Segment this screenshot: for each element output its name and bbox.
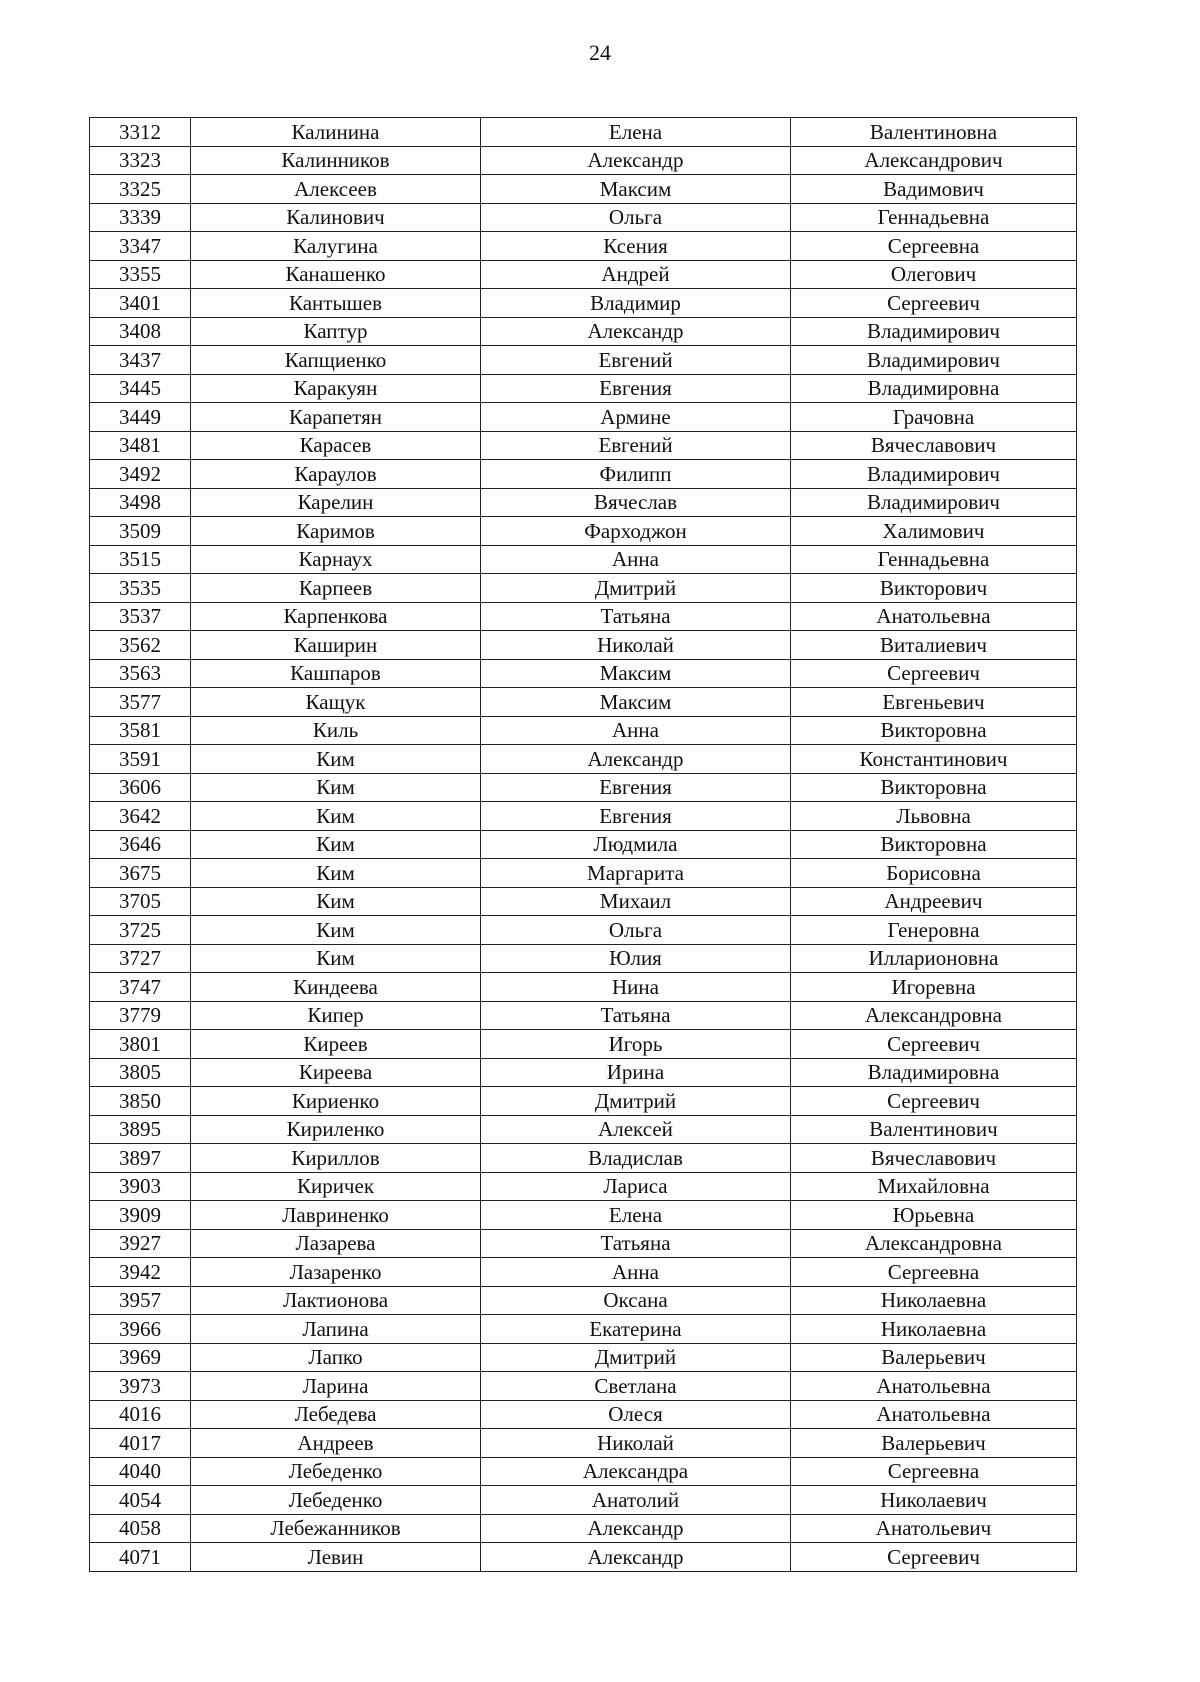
last-name-cell: Киль <box>191 716 481 745</box>
entry-number-cell: 3535 <box>90 574 191 603</box>
entry-number-cell: 3747 <box>90 973 191 1002</box>
first-name-cell: Николай <box>481 1429 791 1458</box>
last-name-cell: Ким <box>191 830 481 859</box>
entry-number-cell: 3562 <box>90 631 191 660</box>
last-name-cell: Кириленко <box>191 1115 481 1144</box>
patronymic-cell: Сергеевич <box>791 659 1077 688</box>
patronymic-cell: Николаевна <box>791 1286 1077 1315</box>
table-row <box>90 1543 1077 1572</box>
first-name-cell: Александра <box>481 1457 791 1486</box>
patronymic-cell: Владимирович <box>791 346 1077 375</box>
first-name-cell: Евгений <box>481 431 791 460</box>
last-name-cell: Ким <box>191 859 481 888</box>
last-name-cell: Киреев <box>191 1030 481 1059</box>
first-name-cell: Татьяна <box>481 1001 791 1030</box>
table-row <box>90 1258 1077 1287</box>
last-name-cell: Калинина <box>191 118 481 147</box>
table-row <box>90 1486 1077 1515</box>
last-name-cell: Капщиенко <box>191 346 481 375</box>
first-name-cell: Армине <box>481 403 791 432</box>
patronymic-cell: Викторович <box>791 574 1077 603</box>
table-row <box>90 203 1077 232</box>
patronymic-cell: Борисовна <box>791 859 1077 888</box>
table-row <box>90 773 1077 802</box>
last-name-cell: Канашенко <box>191 260 481 289</box>
last-name-cell: Ким <box>191 916 481 945</box>
entry-number-cell: 3909 <box>90 1201 191 1230</box>
page-number: 24 <box>589 40 611 65</box>
patronymic-cell: Олегович <box>791 260 1077 289</box>
table-row <box>90 1315 1077 1344</box>
first-name-cell: Анна <box>481 716 791 745</box>
entry-number-cell: 3725 <box>90 916 191 945</box>
entry-number-cell: 3801 <box>90 1030 191 1059</box>
first-name-cell: Владимир <box>481 289 791 318</box>
table-row <box>90 317 1077 346</box>
last-name-cell: Каширин <box>191 631 481 660</box>
entry-number-cell: 3591 <box>90 745 191 774</box>
first-name-cell: Максим <box>481 175 791 204</box>
table-row <box>90 1201 1077 1230</box>
entry-number-cell: 3325 <box>90 175 191 204</box>
first-name-cell: Александр <box>481 146 791 175</box>
first-name-cell: Максим <box>481 688 791 717</box>
last-name-cell: Карнаух <box>191 545 481 574</box>
patronymic-cell: Сергеевна <box>791 1457 1077 1486</box>
patronymic-cell: Виталиевич <box>791 631 1077 660</box>
last-name-cell: Киричек <box>191 1172 481 1201</box>
patronymic-cell: Андреевич <box>791 887 1077 916</box>
entry-number-cell: 3895 <box>90 1115 191 1144</box>
first-name-cell: Михаил <box>481 887 791 916</box>
patronymic-cell: Константинович <box>791 745 1077 774</box>
table-row <box>90 374 1077 403</box>
table-row <box>90 574 1077 603</box>
table-row <box>90 1286 1077 1315</box>
patronymic-cell: Львовна <box>791 802 1077 831</box>
table-row <box>90 916 1077 945</box>
patronymic-cell: Юрьевна <box>791 1201 1077 1230</box>
entry-number-cell: 4017 <box>90 1429 191 1458</box>
first-name-cell: Екатерина <box>481 1315 791 1344</box>
last-name-cell: Лавриненко <box>191 1201 481 1230</box>
last-name-cell: Ларина <box>191 1372 481 1401</box>
patronymic-cell: Николаевна <box>791 1315 1077 1344</box>
first-name-cell: Дмитрий <box>481 574 791 603</box>
entry-number-cell: 3606 <box>90 773 191 802</box>
entry-number-cell: 3850 <box>90 1087 191 1116</box>
first-name-cell: Анна <box>481 545 791 574</box>
table-row <box>90 659 1077 688</box>
entry-number-cell: 4054 <box>90 1486 191 1515</box>
patronymic-cell: Сергеевна <box>791 232 1077 261</box>
table-row <box>90 859 1077 888</box>
entry-number-cell: 3646 <box>90 830 191 859</box>
patronymic-cell: Сергеевич <box>791 289 1077 318</box>
table-row <box>90 802 1077 831</box>
patronymic-cell: Валерьевич <box>791 1429 1077 1458</box>
patronymic-cell: Анатольевич <box>791 1514 1077 1543</box>
entry-number-cell: 3408 <box>90 317 191 346</box>
last-name-cell: Лактионова <box>191 1286 481 1315</box>
patronymic-cell: Владимирович <box>791 460 1077 489</box>
patronymic-cell: Сергеевна <box>791 1258 1077 1287</box>
table-row <box>90 1001 1077 1030</box>
table-row <box>90 175 1077 204</box>
last-name-cell: Карпенкова <box>191 602 481 631</box>
table-row <box>90 460 1077 489</box>
table-row <box>90 1372 1077 1401</box>
last-name-cell: Кириенко <box>191 1087 481 1116</box>
entry-number-cell: 3642 <box>90 802 191 831</box>
table-row <box>90 1058 1077 1087</box>
entry-number-cell: 3347 <box>90 232 191 261</box>
last-name-cell: Кашпаров <box>191 659 481 688</box>
table-row <box>90 517 1077 546</box>
last-name-cell: Алексеев <box>191 175 481 204</box>
entry-number-cell: 3355 <box>90 260 191 289</box>
patronymic-cell: Викторовна <box>791 716 1077 745</box>
table-row <box>90 488 1077 517</box>
last-name-cell: Ким <box>191 887 481 916</box>
entry-number-cell: 3537 <box>90 602 191 631</box>
first-name-cell: Дмитрий <box>481 1343 791 1372</box>
entry-number-cell: 3312 <box>90 118 191 147</box>
patronymic-cell: Владимировна <box>791 1058 1077 1087</box>
entry-number-cell: 3903 <box>90 1172 191 1201</box>
last-name-cell: Кипер <box>191 1001 481 1030</box>
patronymic-cell: Анатольевна <box>791 1372 1077 1401</box>
first-name-cell: Александр <box>481 745 791 774</box>
table-row <box>90 631 1077 660</box>
last-name-cell: Караулов <box>191 460 481 489</box>
roster-table-body <box>90 118 1077 1572</box>
entry-number-cell: 3727 <box>90 944 191 973</box>
entry-number-cell: 3779 <box>90 1001 191 1030</box>
patronymic-cell: Михайловна <box>791 1172 1077 1201</box>
patronymic-cell: Владимирович <box>791 317 1077 346</box>
last-name-cell: Ким <box>191 944 481 973</box>
patronymic-cell: Владимировна <box>791 374 1077 403</box>
last-name-cell: Лебеденко <box>191 1486 481 1515</box>
entry-number-cell: 3401 <box>90 289 191 318</box>
table-row <box>90 118 1077 147</box>
table-row <box>90 146 1077 175</box>
table-row <box>90 1514 1077 1543</box>
first-name-cell: Маргарита <box>481 859 791 888</box>
entry-number-cell: 4058 <box>90 1514 191 1543</box>
patronymic-cell: Валерьевич <box>791 1343 1077 1372</box>
patronymic-cell: Сергеевич <box>791 1030 1077 1059</box>
first-name-cell: Вячеслав <box>481 488 791 517</box>
last-name-cell: Лебедева <box>191 1400 481 1429</box>
first-name-cell: Евгения <box>481 374 791 403</box>
entry-number-cell: 3675 <box>90 859 191 888</box>
patronymic-cell: Валентиновна <box>791 118 1077 147</box>
first-name-cell: Нина <box>481 973 791 1002</box>
last-name-cell: Калугина <box>191 232 481 261</box>
last-name-cell: Калинников <box>191 146 481 175</box>
table-row <box>90 602 1077 631</box>
entry-number-cell: 3577 <box>90 688 191 717</box>
patronymic-cell: Вячеславович <box>791 431 1077 460</box>
table-row <box>90 403 1077 432</box>
table-row <box>90 688 1077 717</box>
patronymic-cell: Валентинович <box>791 1115 1077 1144</box>
last-name-cell: Лазарева <box>191 1229 481 1258</box>
last-name-cell: Калинович <box>191 203 481 232</box>
patronymic-cell: Александрович <box>791 146 1077 175</box>
entry-number-cell: 3927 <box>90 1229 191 1258</box>
entry-number-cell: 3323 <box>90 146 191 175</box>
entry-number-cell: 3563 <box>90 659 191 688</box>
last-name-cell: Лебеденко <box>191 1457 481 1486</box>
patronymic-cell: Владимирович <box>791 488 1077 517</box>
patronymic-cell: Александровна <box>791 1229 1077 1258</box>
first-name-cell: Елена <box>481 118 791 147</box>
last-name-cell: Левин <box>191 1543 481 1572</box>
last-name-cell: Андреев <box>191 1429 481 1458</box>
table-row <box>90 1030 1077 1059</box>
entry-number-cell: 3942 <box>90 1258 191 1287</box>
table-row <box>90 1400 1077 1429</box>
entry-number-cell: 3966 <box>90 1315 191 1344</box>
patronymic-cell: Халимович <box>791 517 1077 546</box>
patronymic-cell: Евгеньевич <box>791 688 1077 717</box>
first-name-cell: Ксения <box>481 232 791 261</box>
patronymic-cell: Анатольевна <box>791 1400 1077 1429</box>
patronymic-cell: Геннадьевна <box>791 203 1077 232</box>
patronymic-cell: Грачовна <box>791 403 1077 432</box>
last-name-cell: Карпеев <box>191 574 481 603</box>
entry-number-cell: 3498 <box>90 488 191 517</box>
patronymic-cell: Сергеевич <box>791 1543 1077 1572</box>
last-name-cell: Каракуян <box>191 374 481 403</box>
first-name-cell: Елена <box>481 1201 791 1230</box>
first-name-cell: Ольга <box>481 916 791 945</box>
patronymic-cell: Илларионовна <box>791 944 1077 973</box>
patronymic-cell: Вячеславович <box>791 1144 1077 1173</box>
last-name-cell: Лапина <box>191 1315 481 1344</box>
first-name-cell: Татьяна <box>481 602 791 631</box>
table-row <box>90 232 1077 261</box>
entry-number-cell: 3437 <box>90 346 191 375</box>
first-name-cell: Александр <box>481 317 791 346</box>
entry-number-cell: 3481 <box>90 431 191 460</box>
patronymic-cell: Геннадьевна <box>791 545 1077 574</box>
entry-number-cell: 4016 <box>90 1400 191 1429</box>
entry-number-cell: 3957 <box>90 1286 191 1315</box>
first-name-cell: Дмитрий <box>481 1087 791 1116</box>
first-name-cell: Максим <box>481 659 791 688</box>
first-name-cell: Евгений <box>481 346 791 375</box>
patronymic-cell: Александровна <box>791 1001 1077 1030</box>
first-name-cell: Евгения <box>481 802 791 831</box>
first-name-cell: Лариса <box>481 1172 791 1201</box>
entry-number-cell: 3445 <box>90 374 191 403</box>
patronymic-cell: Генеровна <box>791 916 1077 945</box>
first-name-cell: Ирина <box>481 1058 791 1087</box>
first-name-cell: Алексей <box>481 1115 791 1144</box>
table-row <box>90 260 1077 289</box>
first-name-cell: Игорь <box>481 1030 791 1059</box>
entry-number-cell: 3973 <box>90 1372 191 1401</box>
last-name-cell: Каримов <box>191 517 481 546</box>
last-name-cell: Лапко <box>191 1343 481 1372</box>
patronymic-cell: Викторовна <box>791 773 1077 802</box>
first-name-cell: Филипп <box>481 460 791 489</box>
patronymic-cell: Викторовна <box>791 830 1077 859</box>
last-name-cell: Карасев <box>191 431 481 460</box>
roster-table <box>89 117 1077 1572</box>
first-name-cell: Олеся <box>481 1400 791 1429</box>
table-row <box>90 1115 1077 1144</box>
first-name-cell: Владислав <box>481 1144 791 1173</box>
table-row <box>90 431 1077 460</box>
last-name-cell: Каптур <box>191 317 481 346</box>
last-name-cell: Карапетян <box>191 403 481 432</box>
table-row <box>90 716 1077 745</box>
entry-number-cell: 4071 <box>90 1543 191 1572</box>
last-name-cell: Киреева <box>191 1058 481 1087</box>
patronymic-cell: Николаевич <box>791 1486 1077 1515</box>
first-name-cell: Юлия <box>481 944 791 973</box>
table-row <box>90 1229 1077 1258</box>
entry-number-cell: 3509 <box>90 517 191 546</box>
table-row <box>90 745 1077 774</box>
first-name-cell: Татьяна <box>481 1229 791 1258</box>
entry-number-cell: 3515 <box>90 545 191 574</box>
table-row <box>90 973 1077 1002</box>
first-name-cell: Александр <box>481 1514 791 1543</box>
last-name-cell: Киндеева <box>191 973 481 1002</box>
first-name-cell: Светлана <box>481 1372 791 1401</box>
table-row <box>90 830 1077 859</box>
entry-number-cell: 3805 <box>90 1058 191 1087</box>
entry-number-cell: 3581 <box>90 716 191 745</box>
first-name-cell: Оксана <box>481 1286 791 1315</box>
first-name-cell: Ольга <box>481 203 791 232</box>
entry-number-cell: 3492 <box>90 460 191 489</box>
last-name-cell: Лазаренко <box>191 1258 481 1287</box>
table-row <box>90 545 1077 574</box>
table-row <box>90 346 1077 375</box>
first-name-cell: Николай <box>481 631 791 660</box>
first-name-cell: Фарходжон <box>481 517 791 546</box>
last-name-cell: Кантышев <box>191 289 481 318</box>
last-name-cell: Кириллов <box>191 1144 481 1173</box>
table-row <box>90 1429 1077 1458</box>
last-name-cell: Кащук <box>191 688 481 717</box>
table-row <box>90 1172 1077 1201</box>
table-row <box>90 944 1077 973</box>
table-row <box>90 887 1077 916</box>
first-name-cell: Анна <box>481 1258 791 1287</box>
last-name-cell: Лебежанников <box>191 1514 481 1543</box>
entry-number-cell: 3705 <box>90 887 191 916</box>
first-name-cell: Анатолий <box>481 1486 791 1515</box>
first-name-cell: Александр <box>481 1543 791 1572</box>
table-row <box>90 1144 1077 1173</box>
patronymic-cell: Игоревна <box>791 973 1077 1002</box>
last-name-cell: Ким <box>191 773 481 802</box>
entry-number-cell: 3969 <box>90 1343 191 1372</box>
entry-number-cell: 3339 <box>90 203 191 232</box>
patronymic-cell: Вадимович <box>791 175 1077 204</box>
entry-number-cell: 3449 <box>90 403 191 432</box>
patronymic-cell: Анатольевна <box>791 602 1077 631</box>
last-name-cell: Ким <box>191 745 481 774</box>
patronymic-cell: Сергеевич <box>791 1087 1077 1116</box>
table-row <box>90 1457 1077 1486</box>
entry-number-cell: 3897 <box>90 1144 191 1173</box>
first-name-cell: Евгения <box>481 773 791 802</box>
table-row <box>90 1087 1077 1116</box>
first-name-cell: Людмила <box>481 830 791 859</box>
first-name-cell: Андрей <box>481 260 791 289</box>
last-name-cell: Карелин <box>191 488 481 517</box>
table-row <box>90 289 1077 318</box>
entry-number-cell: 4040 <box>90 1457 191 1486</box>
table-row <box>90 1343 1077 1372</box>
last-name-cell: Ким <box>191 802 481 831</box>
